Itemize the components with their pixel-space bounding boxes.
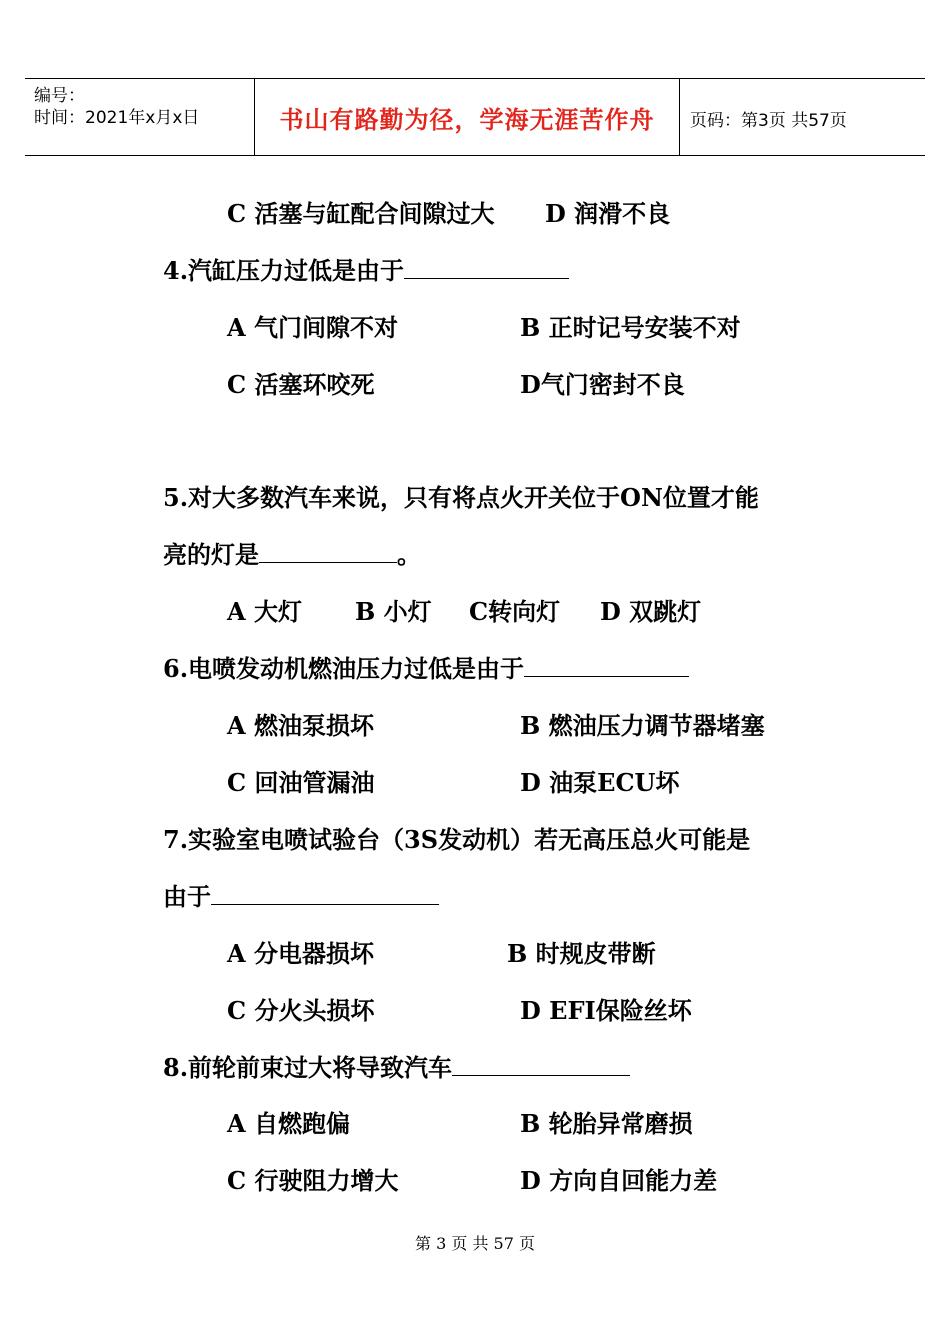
q6-option-c: C 回油管漏油 bbox=[227, 768, 375, 797]
question-6 bbox=[163, 654, 689, 684]
question-5-end-punct: 。 bbox=[397, 540, 421, 569]
q7-option-d: D EFI保险丝坏 bbox=[520, 996, 692, 1025]
q6-option-a: A 燃油泵损坏 bbox=[227, 711, 374, 740]
header-top-rule bbox=[25, 78, 925, 79]
q5-option-a: A 大灯 bbox=[227, 597, 302, 626]
answer-blank bbox=[524, 654, 689, 677]
question-8-text: 8.前轮前束过大将导致汽车 bbox=[163, 1053, 453, 1082]
q5-option-c: C转向灯 bbox=[469, 597, 561, 626]
question-5-line1: 5.对大多数汽车来说，只有将点火开关位于ON位置才能 bbox=[163, 483, 759, 512]
answer-blank bbox=[259, 540, 397, 563]
question-8 bbox=[163, 1053, 630, 1083]
q4-option-d: D气门密封不良 bbox=[520, 370, 685, 399]
q6-option-b: B 燃油压力调节器堵塞 bbox=[520, 711, 765, 740]
q7-option-a: A 分电器损坏 bbox=[227, 939, 374, 968]
q6-option-d: D 油泵ECU坏 bbox=[520, 768, 680, 797]
question-6-text: 6.电喷发动机燃油压力过低是由于 bbox=[163, 654, 525, 683]
answer-blank bbox=[211, 882, 439, 905]
q3-option-d: D 润滑不良 bbox=[545, 199, 671, 228]
question-7-line1: 7.实验室电喷试验台（3S发动机）若无高压总火可能是 bbox=[163, 825, 751, 854]
q8-option-d: D 方向自回能力差 bbox=[520, 1166, 718, 1195]
q5-option-b: B 小灯 bbox=[355, 597, 432, 626]
question-4 bbox=[163, 256, 569, 286]
question-5-line2 bbox=[163, 540, 421, 570]
header-page-label: 页码：第3页 共57页 bbox=[690, 111, 847, 131]
header-time-label: 时间：2021年x月x日 bbox=[34, 108, 200, 128]
q4-option-c: C 活塞环咬死 bbox=[227, 370, 375, 399]
q8-option-c: C 行驶阻力增大 bbox=[227, 1166, 399, 1195]
header-number-label: 编号： bbox=[34, 86, 85, 106]
q5-option-d: D 双跳灯 bbox=[600, 597, 702, 626]
question-4-text: 4.汽缸压力过低是由于 bbox=[163, 256, 405, 285]
header-divider-2 bbox=[679, 78, 680, 155]
q8-option-b: B 轮胎异常磨损 bbox=[520, 1109, 693, 1138]
q3-option-c: C 活塞与缸配合间隙过大 bbox=[227, 199, 495, 228]
question-5-line2-text: 亮的灯是 bbox=[163, 540, 259, 569]
page-footer: 第 3 页 共 57 页 bbox=[415, 1234, 535, 1253]
header-motto: 书山有路勤为径，学海无涯苦作舟 bbox=[279, 106, 655, 134]
q4-option-a: A 气门间隙不对 bbox=[227, 313, 398, 342]
q7-option-c: C 分火头损坏 bbox=[227, 996, 375, 1025]
answer-blank bbox=[404, 256, 569, 279]
question-7-line2-text: 由于 bbox=[163, 882, 211, 911]
q4-option-b: B 正时记号安装不对 bbox=[520, 313, 741, 342]
question-7-line2 bbox=[163, 882, 439, 912]
answer-blank bbox=[452, 1053, 630, 1076]
q8-option-a: A 自燃跑偏 bbox=[227, 1109, 350, 1138]
q7-option-b: B 时规皮带断 bbox=[507, 939, 656, 968]
header-bottom-rule bbox=[25, 155, 925, 156]
